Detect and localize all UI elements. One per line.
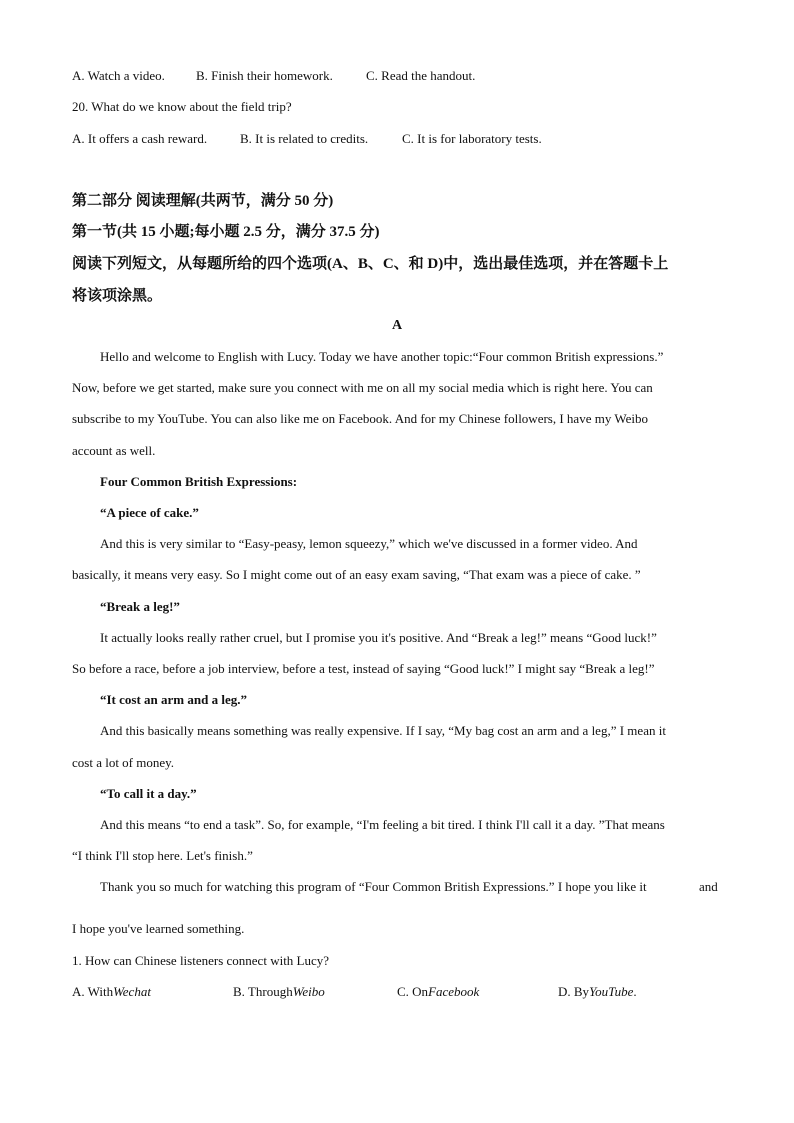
- q19-options: [72, 67, 722, 85]
- q1-option-b: [233, 983, 397, 1001]
- expression-4-line-1: And this means “to end a task”. So, for example, “I'm feeling a bit tired. I think I'll call it a day. ”That means: [100, 817, 665, 832]
- closing-line-1: Thank you so much for watching this program of “Four Common British Expressions.” I hope you like it: [100, 879, 647, 894]
- expression-2-title: “Break a leg!”: [100, 599, 180, 614]
- closing-line-2: I hope you've learned something.: [72, 921, 245, 936]
- part2-title: 第二部分 阅读理解(共两节，满分 50 分): [72, 193, 334, 209]
- expression-2-line-2: So before a race, before a job interview, before a test, instead of saying “Good luck!” I might say “Break a leg!”: [72, 661, 655, 676]
- expression-3-title: “It cost an arm and a leg.”: [100, 692, 247, 707]
- expressions-heading: Four Common British Expressions:: [100, 474, 298, 489]
- q20-question: 20. What do we know about the field trip?: [72, 99, 292, 114]
- q1-option-d: [558, 983, 637, 1001]
- expression-3-line-1: And this basically means something was really expensive. If I say, “My bag cost an arm and a leg,” I mean it: [100, 723, 666, 738]
- passage-label: A: [391, 318, 403, 333]
- q20-option-b: B. It is related to credits.: [240, 131, 369, 146]
- q19-option-b: B. Finish their homework.: [196, 68, 333, 83]
- passage-intro-line-3: subscribe to my YouTube. You can also like me on Facebook. And for my Chinese followers, I have my Weibo: [72, 411, 648, 426]
- q19-option-c: C. Read the handout.: [366, 68, 476, 83]
- q20-options: [72, 130, 722, 148]
- q1-option-c-text: Facebook: [428, 984, 480, 999]
- q19-option-a: A. Watch a video.: [72, 68, 165, 83]
- q20-option-a: A. It offers a cash reward.: [72, 131, 208, 146]
- expression-4-line-2: “I think I'll stop here. Let's finish.”: [72, 848, 253, 863]
- expression-3-line-2: cost a lot of money.: [72, 755, 175, 770]
- instruction-line-1: 阅读下列短文，从每题所给的四个选项(A、B、C、和 D)中，选出最佳选项，并在答题卡上: [72, 256, 669, 272]
- q1-question: 1. How can Chinese listeners connect with Lucy?: [72, 953, 330, 968]
- q1-option-a: [72, 983, 233, 1001]
- q1-option-b-prefix: B. Through: [233, 984, 293, 999]
- q1-options: [72, 983, 722, 1001]
- expression-1-line-2: basically, it means very easy. So I might come out of an easy exam saving, “That exam was a piece of cake. ”: [72, 567, 641, 582]
- q1-option-b-text: Weibo: [292, 984, 325, 999]
- q1-option-a-text: Wechat: [113, 984, 151, 999]
- q1-option-a-prefix: A. With: [72, 984, 114, 999]
- q1-option-c: [397, 983, 558, 1001]
- expression-1-title: “A piece of cake.”: [100, 505, 199, 520]
- expression-1-line-1: And this is very similar to “Easy-peasy, lemon squeezy,” which we've discussed in a former video. And: [100, 536, 638, 551]
- section1-title: 第一节(共 15 小题;每小题 2.5 分，满分 37.5 分): [72, 224, 380, 240]
- passage-intro-line-1: Hello and welcome to English with Lucy. Today we have another topic:“Four common British expressions.”: [100, 349, 664, 364]
- expression-2-line-1: It actually looks really rather cruel, but I promise you it's positive. And “Break a leg!” means “Good luck!”: [100, 630, 657, 645]
- q1-option-c-prefix: C. On: [397, 984, 429, 999]
- q1-option-d-prefix: D. By: [558, 984, 590, 999]
- closing-and: and: [699, 879, 718, 894]
- q1-option-d-suffix: .: [633, 984, 637, 999]
- expression-4-title: “To call it a day.”: [100, 786, 197, 801]
- passage-intro-line-4: account as well.: [72, 443, 156, 458]
- q20-option-c: C. It is for laboratory tests.: [402, 131, 542, 146]
- instruction-line-2: 将该项涂黑。: [72, 288, 163, 304]
- q1-option-d-text: YouTube: [589, 984, 634, 999]
- passage-intro-line-2: Now, before we get started, make sure you connect with me on all my social media which is right here. You can: [72, 380, 653, 395]
